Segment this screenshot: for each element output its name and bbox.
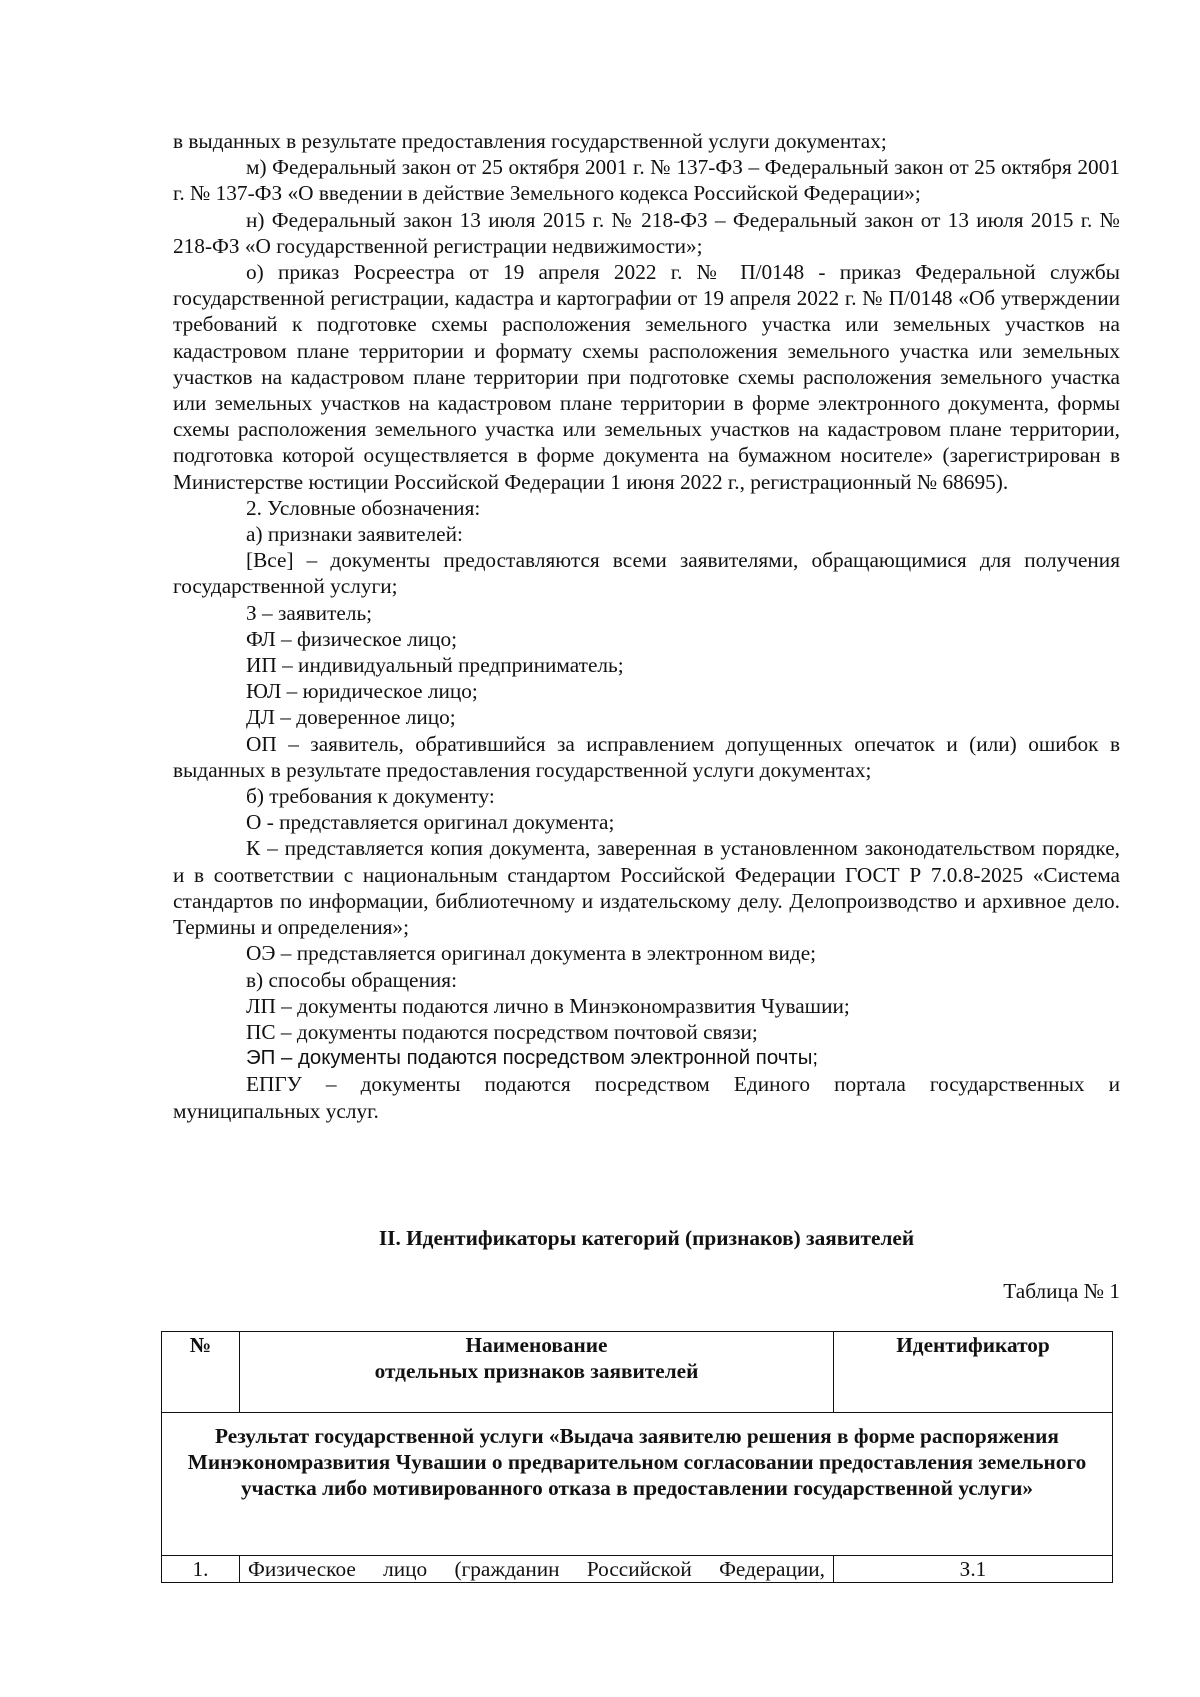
paragraph: в) способы обращения:: [246, 967, 458, 992]
table-row: [162, 1556, 1113, 1583]
paragraph: ПС – документы подаются посредством почтовой связи;: [246, 1019, 758, 1044]
row-name: Физическое лицо (гражданин Российской Федерации,: [240, 1556, 834, 1583]
table-header-row: [162, 1332, 1113, 1413]
paragraph: ОП – заявитель, обратившийся за исправлением допущенных опечаток и (или) ошибок в выданных в результате предоставления государственной услуги документах;: [173, 731, 1120, 782]
row-identifier: З.1: [834, 1556, 1113, 1583]
header-name-line1: Наименование: [465, 1333, 608, 1357]
header-identifier: Идентификатор: [834, 1332, 1113, 1413]
paragraph: ФЛ – физическое лицо;: [246, 626, 458, 651]
header-name-line2: отдельных признаков заявителей: [374, 1359, 699, 1383]
body-text: [173, 128, 1120, 1124]
paragraph: ЛП – документы подаются лично в Минэкономразвития Чувашии;: [246, 993, 850, 1018]
paragraph: ОЭ – представляется оригинал документа в электронном виде;: [246, 941, 817, 966]
row-number: 1.: [162, 1556, 240, 1583]
paragraph: в выданных в результате предоставления государственной услуги документах;: [173, 129, 887, 153]
paragraph: б) требования к документу:: [246, 784, 495, 809]
paragraph: З – заявитель;: [246, 600, 373, 625]
paragraph: о) приказ Росреестра от 19 апреля 2022 г. № П/0148 - приказ Федеральной службы государственной регистрации, кадастра и картографии от 19 апреля 2022 г. № П/0148 «Об утверждении требований к подготовке схемы расположения земельного участка или земельных участков на кадастровом плане территории и формату схемы расположения земельного участка или земельных участков на кадастровом плане территории при подготовке схемы расположения земельного участка или земельных участков на кадастровом плане территории в форме электронного документа, формы схемы расположения земельного участка или земельных участков на кадастровом плане территории, подготовка которой осуществляется в форме документа на бумажном носителе» (зарегистрирован в Министерстве юстиции Российской Федерации 1 июня 2022 г., регистрационный № 68695).: [173, 260, 1120, 494]
section-heading: II. Идентификаторы категорий (признаков) заявителей: [378, 1226, 915, 1250]
paragraph: К – представляется копия документа, заверенная в установленном законодательством порядке, и в соответствии с национальным стандартом Российской Федерации ГОСТ Р 7.0.8-2025 «Система стандартов по информации, библиотечному и издательскому делу. Делопроизводство и архивное дело. Термины и определения»;: [173, 836, 1120, 940]
applicant-identifiers-table: [161, 1331, 1113, 1583]
table-group-row: [162, 1413, 1113, 1556]
paragraph: О - представляется оригинал документа;: [246, 810, 615, 835]
header-name: [240, 1332, 834, 1413]
group-title: Результат государственной услуги «Выдача заявителю решения в форме распоряжения Минэкономразвития Чувашии о предварительном согласовании предоставления земельного участка либо мотивированного отказа в предоставлении государственной услуги»: [162, 1413, 1113, 1556]
paragraph: м) Федеральный закон от 25 октября 2001 г. № 137-ФЗ – Федеральный закон от 25 октября 2001 г. № 137-ФЗ «О введении в действие Земельного кодекса Российской Федерации»;: [173, 155, 1120, 206]
paragraph: ЕПГУ – документы подаются посредством Единого портала государственных и муниципальных услуг.: [173, 1072, 1120, 1123]
header-number: №: [162, 1332, 240, 1413]
table-caption: Таблица № 1: [1003, 1279, 1120, 1303]
paragraph: 2. Условные обозначения:: [246, 495, 481, 520]
paragraph: н) Федеральный закон 13 июля 2015 г. № 218-ФЗ – Федеральный закон от 13 июля 2015 г. № 218-ФЗ «О государственной регистрации недвижимости»;: [173, 207, 1120, 258]
paragraph: ДЛ – доверенное лицо;: [246, 705, 456, 730]
paragraph: ИП – индивидуальный предприниматель;: [246, 653, 624, 678]
paragraph: [Все] – документы предоставляются всеми заявителями, обращающимися для получения государственной услуги;: [173, 548, 1120, 599]
paragraph: ЭП – документы подаются посредством электронной почты;: [246, 1047, 819, 1070]
paragraph: ЮЛ – юридическое лицо;: [246, 679, 478, 704]
paragraph: а) признаки заявителей:: [246, 522, 463, 547]
